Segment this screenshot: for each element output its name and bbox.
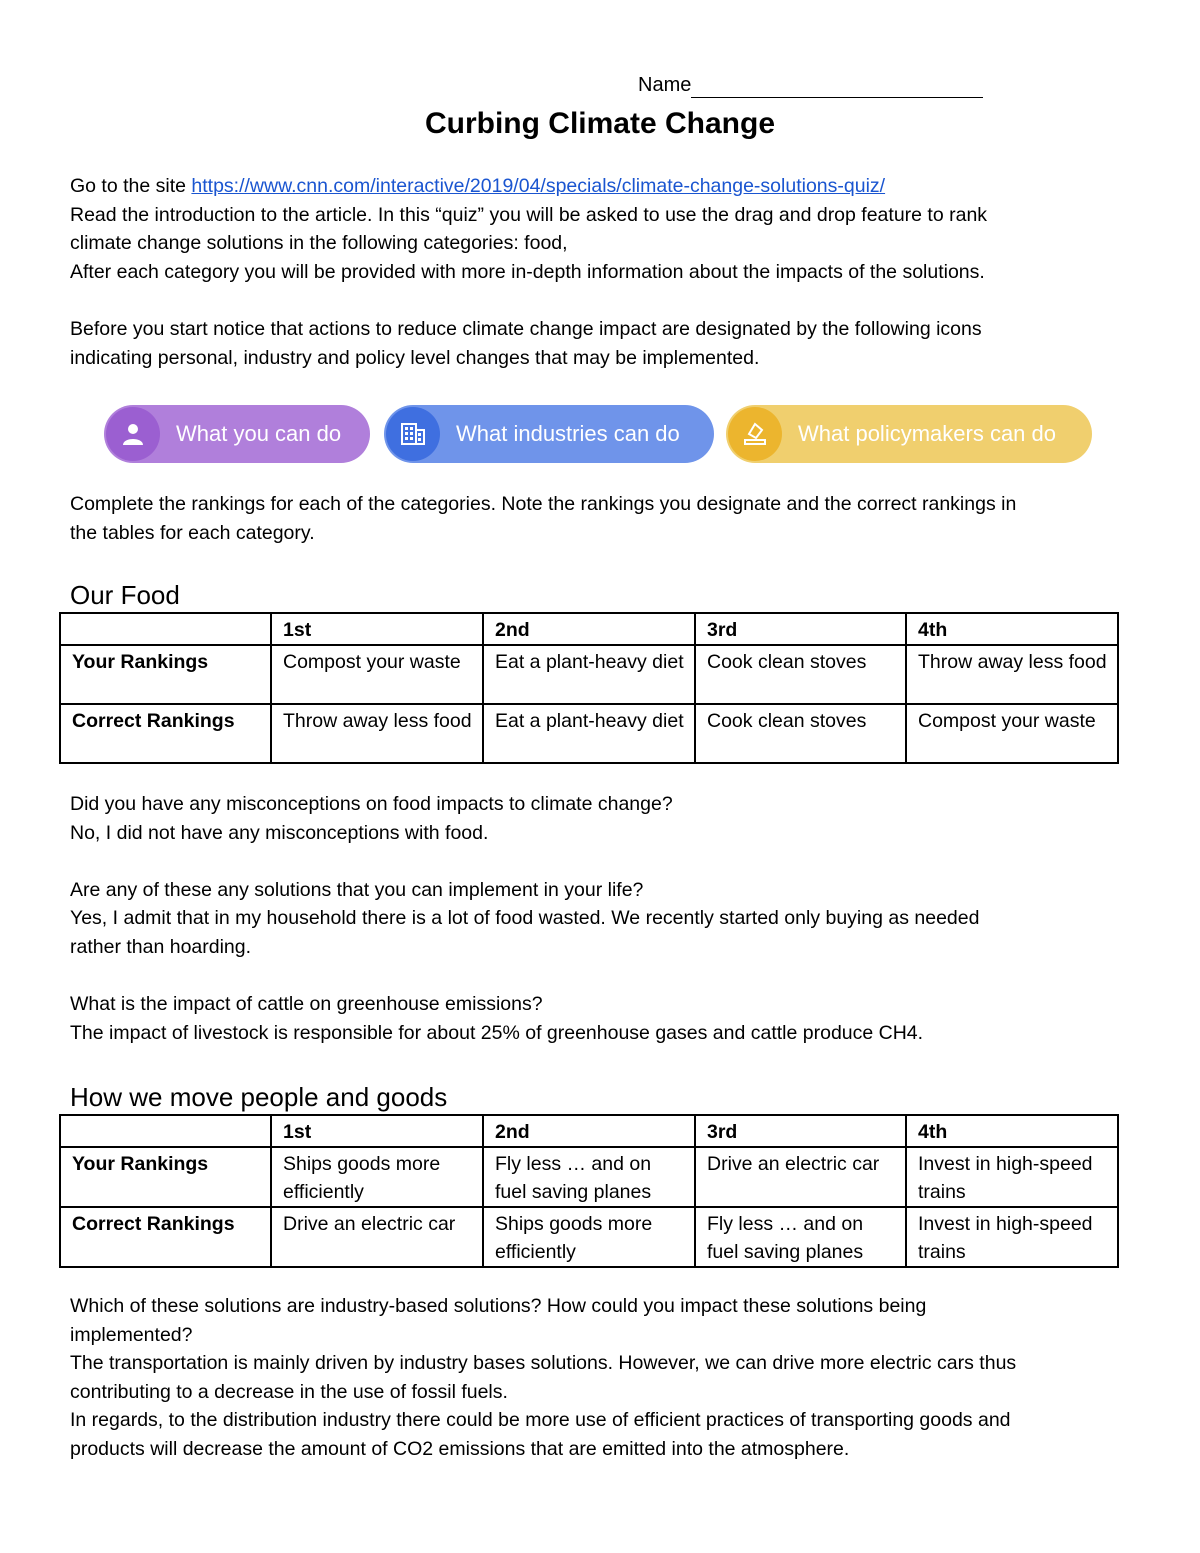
table-row xyxy=(60,1207,1118,1267)
intro-line: Before you start notice that actions to reduce climate change impact are designated by the following icons xyxy=(70,317,982,340)
table-cell[interactable]: Cook clean stoves xyxy=(695,704,906,763)
header-cell: 3rd xyxy=(695,1115,906,1147)
table-cell[interactable]: Compost your waste xyxy=(271,645,483,704)
table-header-row xyxy=(60,613,1118,645)
answer-text: No, I did not have any misconceptions with food. xyxy=(70,821,489,844)
table-row xyxy=(60,645,1118,704)
table-row xyxy=(60,704,1118,763)
answer-text: In regards, to the distribution industry there could be more use of efficient practices of transporting goods and xyxy=(70,1409,1011,1432)
transport-rankings-table xyxy=(59,1114,1119,1268)
header-cell: 1st xyxy=(271,1115,483,1147)
header-cell: 3rd xyxy=(695,613,906,645)
food-heading: Our Food xyxy=(70,580,180,610)
header-cell: 2nd xyxy=(483,1115,695,1147)
table-header-row xyxy=(60,1115,1118,1147)
header-cell: 2nd xyxy=(483,613,695,645)
intro-line: climate change solutions in the following categories: food, xyxy=(70,232,568,255)
name-blank[interactable] xyxy=(691,77,983,98)
row-label: Correct Rankings xyxy=(60,704,271,763)
intro-line: indicating personal, industry and policy level changes that may be implemented. xyxy=(70,346,760,369)
row-label: Correct Rankings xyxy=(60,1207,271,1267)
intro-line: After each category you will be provided with more in-depth information about the impacts of the solutions. xyxy=(70,260,985,283)
answer-text: rather than hoarding. xyxy=(70,935,252,958)
table-cell[interactable]: Cook clean stoves xyxy=(695,645,906,704)
table-cell[interactable]: Eat a plant-heavy diet xyxy=(483,704,695,763)
table-cell[interactable]: Ships goods more efficiently xyxy=(271,1147,483,1207)
instructions-paragraph xyxy=(70,490,1130,547)
pill-label: What you can do xyxy=(176,421,342,446)
food-rankings-table xyxy=(59,612,1119,764)
question-text: Did you have any misconceptions on food impacts to climate change? xyxy=(70,793,673,815)
pill-label: What policymakers can do xyxy=(798,421,1056,446)
intro-paragraph xyxy=(70,172,1130,372)
row-label: Your Rankings xyxy=(60,1147,271,1207)
answer-text: contributing to a decrease in the use of fossil fuels. xyxy=(70,1380,508,1403)
table-row xyxy=(60,1147,1118,1207)
goto-text: Go to the site xyxy=(70,175,192,197)
building-icon xyxy=(386,407,440,461)
table-cell[interactable]: Invest in high-speed trains xyxy=(906,1207,1118,1267)
person-icon xyxy=(106,407,160,461)
table-cell[interactable]: Drive an electric car xyxy=(695,1147,906,1207)
what-industries-can-do-pill xyxy=(384,405,714,463)
question-text: What is the impact of cattle on greenhouse emissions? xyxy=(70,993,543,1016)
table-cell[interactable]: Eat a plant-heavy diet xyxy=(483,645,695,704)
transport-questions xyxy=(70,1292,1130,1464)
table-cell[interactable]: Fly less … and on fuel saving planes xyxy=(695,1207,906,1267)
page-title: Curbing Climate Change xyxy=(424,107,776,140)
table-cell[interactable]: Throw away less food xyxy=(906,645,1118,704)
name-label: Name xyxy=(638,74,692,96)
pill-label: What industries can do xyxy=(456,421,680,446)
what-policymakers-can-do-pill xyxy=(726,405,1092,463)
table-cell[interactable]: Compost your waste xyxy=(906,704,1118,763)
header-cell xyxy=(60,1115,271,1147)
transport-heading: How we move people and goods xyxy=(70,1082,448,1112)
header-cell: 4th xyxy=(906,1115,1118,1147)
header-cell: 1st xyxy=(271,613,483,645)
table-cell[interactable]: Throw away less food xyxy=(271,704,483,763)
header-cell xyxy=(60,613,271,645)
question-text: Are any of these any solutions that you can implement in your life? xyxy=(70,878,644,901)
food-questions xyxy=(70,790,1130,1047)
header-cell: 4th xyxy=(906,613,1118,645)
answer-text: The transportation is mainly driven by industry bases solutions. However, we can drive more electric cars thus xyxy=(70,1352,1017,1375)
answer-text: products will decrease the amount of CO2 emissions that are emitted into the atmosphere. xyxy=(70,1437,850,1460)
table-cell[interactable]: Ships goods more efficiently xyxy=(483,1207,695,1267)
question-text: Which of these solutions are industry-based solutions? How could you impact these solutions being xyxy=(70,1295,927,1317)
table-cell[interactable]: Invest in high-speed trains xyxy=(906,1147,1118,1207)
intro-line: Read the introduction to the article. In this “quiz” you will be asked to use the drag and drop feature to rank xyxy=(70,203,988,226)
name-field xyxy=(638,72,983,98)
table-cell[interactable]: Fly less … and on fuel saving planes xyxy=(483,1147,695,1207)
instructions-line: the tables for each category. xyxy=(70,521,315,544)
answer-text: The impact of livestock is responsible for about 25% of greenhouse gases and cattle produce CH4. xyxy=(70,1021,924,1044)
question-text: implemented? xyxy=(70,1323,193,1346)
what-you-can-do-pill xyxy=(104,405,370,463)
quiz-link[interactable]: https://www.cnn.com/interactive/2019/04/specials/climate-change-solutions-quiz/ xyxy=(191,175,886,197)
ballot-icon xyxy=(728,407,782,461)
answer-text: Yes, I admit that in my household there is a lot of food wasted. We recently started only buying as needed xyxy=(70,907,980,930)
table-cell[interactable]: Drive an electric car xyxy=(271,1207,483,1267)
instructions-line: Complete the rankings for each of the categories. Note the rankings you designate and the correct rankings in xyxy=(70,493,1017,515)
row-label: Your Rankings xyxy=(60,645,271,704)
